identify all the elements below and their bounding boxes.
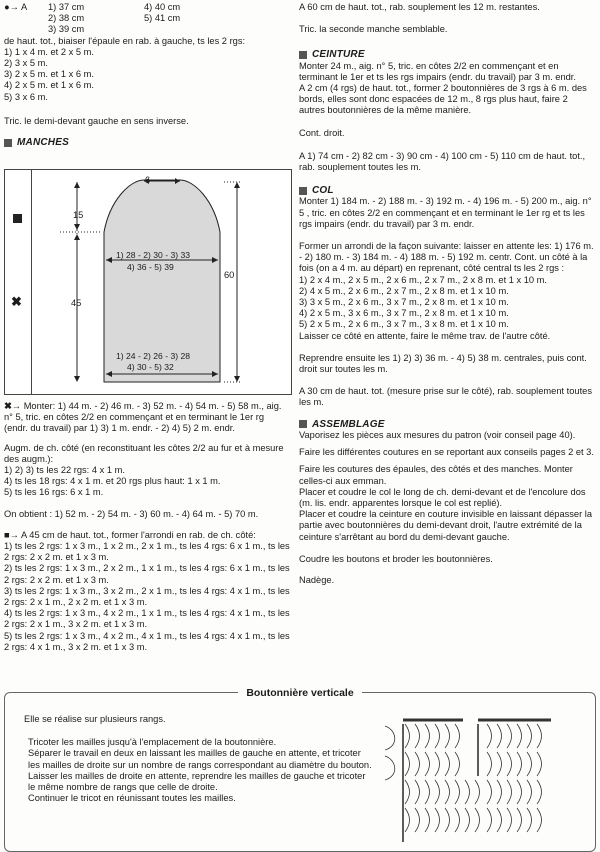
assemblage-heading (299, 419, 595, 430)
size-1: 1) 37 cm (48, 2, 85, 12)
a60-line: A 60 cm de haut. tot., rab. souplement les 12 m. restantes. (299, 2, 540, 12)
section-square-icon (299, 420, 307, 428)
boutonniere-title-text: Boutonnière verticale (238, 687, 361, 699)
size-3: 3) 39 cm (48, 24, 85, 35)
boutonniere-intro: Elle se réalise sur plusieurs rangs. (24, 714, 166, 724)
manches-title: MANCHES (17, 137, 69, 149)
manches-heading (4, 137, 294, 148)
bottom-counts-1: 1) 24 - 2) 26 - 3) 28 (116, 351, 191, 361)
left-column (4, 2, 294, 148)
col-reprendre: Reprendre ensuite les 1) 2) 3) 36 m. - 4) 5) 38 m. centrales, puis cont. droit sur toutes les m. (299, 352, 587, 375)
boutonniere-text (24, 714, 374, 804)
second-sleeve-line: Tric. la seconde manche semblable. (299, 24, 448, 35)
col-line: 2) 4 x 5 m., 2 x 6 m., 2 x 7 m., 2 x 8 m. et 1 x 10 m. (299, 285, 509, 296)
square-marker-icon (13, 214, 22, 223)
size-5: 5) 41 cm (144, 13, 181, 24)
shoulder-line: 2) 3 x 5 m. (4, 58, 48, 69)
boutonniere-p2: Séparer le travail en deux en laissant les mailles de gauche en attente, et tricoter les mailles de droite sur un nombre de rangs correspondant au diamètre du bouton. (28, 748, 372, 770)
augm-line: 1) 2) 3) ts les 22 rgs: 4 x 1 m. (4, 465, 125, 476)
height-60-label: 60 (224, 270, 235, 280)
shoulder-intro: de haut. tot., biaiser l'épaule en rab. à gauche, ts les 2 rgs: (4, 35, 246, 46)
assemblage-p4: Placer et coudre le col le long de ch. demi-devant et de l'encolure dos (m. lis. endr. apparentes lorsque le col est replié). (299, 486, 586, 508)
arrondi-intro-text: A 45 cm de haut. tot., former l'arrondi en rab. de ch. côté: (21, 529, 256, 540)
sizes-row (48, 24, 180, 35)
boutonniere-p1: Tricoter les mailles jusqu'à l'emplacement de la boutonnière. (28, 737, 277, 748)
reverse-note: Tric. le demi-devant gauche en sens inverse. (4, 115, 189, 126)
height-15-label: 15 (73, 210, 84, 220)
size-4: 4) 40 cm (144, 2, 181, 12)
shoulder-line: 5) 3 x 6 m. (4, 91, 48, 102)
ceinture-heading (299, 49, 595, 60)
col-title: COL (312, 185, 334, 197)
shoulder-line: 4) 2 x 5 m. et 1 x 6 m. (4, 80, 94, 91)
augm-intro: Augm. de ch. côté (en reconstituant les côtes 2/2 au fur et à mesure des augm.): (4, 442, 284, 464)
shoulder-line: 1) 1 x 4 m. et 2 x 5 m. (4, 46, 94, 57)
sleeve-schema (4, 169, 292, 395)
sizes-row (48, 13, 180, 24)
col-line: 3) 3 x 5 m., 2 x 6 m., 3 x 7 m., 2 x 8 m. et 1 x 10 m. (299, 297, 509, 308)
arrondi-symbol: ■→ (4, 529, 19, 540)
arrondi-line: 5) ts les 2 rgs: 1 x 3 m., 4 x 2 m., 4 x 1 m., ts les 4 rgs: 4 x 1 m., ts les 2 rgs: 4 x 1 m., 3 x 2 m. et 1 x 3 m. (4, 630, 290, 652)
obtient-line: On obtient : 1) 52 m. - 2) 54 m. - 3) 60 m. - 4) 64 m. - 5) 70 m. (4, 508, 259, 519)
assemblage-p6: Coudre les boutons et broder les boutonnières. (299, 553, 493, 564)
assemblage-p1: Vaporisez les pièces aux mesures du patron (voir conseil page 40). (299, 429, 576, 440)
arrondi-line: 1) ts les 2 rgs: 1 x 3 m., 1 x 2 m., 2 x 1 m., ts les 4 rgs: 6 x 1 m., ts les 2 rgs: 2 x 2 m. et 1 x 3 m. (4, 541, 290, 563)
ceinture-title: CEINTURE (312, 49, 365, 61)
assemblage-p2: Faire les différentes coutures en se reportant aux conseils pages 2 et 3. (299, 447, 594, 458)
ceinture-text2: A 2 cm (4 rgs) de haut. tot., former 2 boutonnières de 3 rgs à 6 m. des bords, elles sont donc espacées de 12 m., 8 rgs plus haut, faire 2 autres boutonnières de la même manière. (299, 83, 587, 116)
ceinture-text: Monter 24 m., aig. n° 5, tric. en côtes 2/2 en commençant et en terminant le 1er et ts les rgs impairs (endr. du travail) par 3 m. endr. (299, 60, 576, 82)
col-a30: A 30 cm de haut. tot. (mesure prise sur le côté), rab. souplement toutes les m. (299, 386, 592, 408)
col-arrondi: Former un arrondi de la façon suivante: laisser en attente les: 1) 176 m. - 2) 180 m. - 3) 184 m. - 4) 188 m. - 5) 192 m. centr. Cont. un côté à la fois (on a 4 m. au départ) en reprenant, côté central ts les 2 rgs : (299, 241, 594, 274)
size-2: 2) 38 cm (48, 13, 85, 24)
col-laisser: Laisser ce côté en attente, faire le même trav. de l'autre côté. (299, 330, 551, 341)
top-counts-2: 4) 36 - 5) 39 (127, 262, 174, 272)
cross-marker-icon: ✖ (11, 294, 22, 309)
left-column-lower (4, 401, 290, 653)
assemblage-p5: Placer et coudre la ceinture en couture invisible en laissant dépasser la partie avec boutonnières du demi-devant droit, l'autre extrémité de la ceinture s'arrêtant au bord du demi-devant gauche. (299, 509, 593, 542)
sizes-block (4, 2, 294, 36)
augm-line: 4) ts les 18 rgs: 4 x 1 m. et 20 rgs plus haut: 1 x 1 m. (4, 476, 221, 487)
signature: Nadège. (299, 574, 335, 585)
col-line: 4) 2 x 5 m., 3 x 6 m., 3 x 7 m., 2 x 8 m. et 1 x 10 m. (299, 308, 509, 319)
col-heading (299, 185, 595, 196)
section-square-icon (299, 187, 307, 195)
arrondi-line: 4) ts les 2 rgs: 1 x 3 m., 4 x 2 m., 1 x 1 m., ts les 4 rgs: 4 x 1 m., ts les 2 rgs: 2 x 1 m., 3 x 2 m. et 1 x 3 m. (4, 608, 290, 630)
top-width-label: 6 (145, 175, 151, 185)
height-45-label: 45 (71, 298, 82, 308)
section-square-icon (299, 51, 307, 59)
monter-paragraph (4, 401, 290, 435)
sizes-row (48, 2, 180, 13)
col-line: 1) 2 x 4 m., 2 x 5 m., 2 x 6 m., 2 x 7 m., 2 x 8 m. et 1 x 10 m. (299, 274, 547, 285)
sizes-symbol: ●→ A (4, 2, 28, 12)
arrondi-line: 3) ts les 2 rgs: 1 x 3 m., 3 x 2 m., 2 x 1 m., ts les 4 rgs: 4 x 1 m., ts les 2 rgs: 2 x 1 m., 2 x 2 m. et 1 x 3 m. (4, 585, 290, 608)
top-counts-1: 1) 28 - 2) 30 - 3) 33 (116, 250, 191, 260)
bottom-counts-2: 4) 30 - 5) 32 (127, 362, 174, 372)
arrondi-line: 2) ts les 2 rgs: 1 x 3 m., 2 x 2 m., 1 x 1 m., ts les 4 rgs: 6 x 1 m., ts les 2 rgs: 2 x 2 m. et 1 x 3 m. (4, 563, 290, 585)
boutonniere-p3: Laisser les mailles de droite en attente, reprendre les mailles de gauche et tricoter le même nombre de rangs que celle de droite. (28, 770, 366, 793)
arrondi-intro (4, 530, 290, 541)
col-text: Monter 1) 184 m. - 2) 188 m. - 3) 192 m. - 4) 196 m. - 5) 200 m., aig. n° 5 , tric. en côtes 2/2 en commençant et en terminant le 1er rg et ts les rgs impairs (endr. du travail) par 3 m. endr. (299, 196, 592, 229)
right-column (299, 2, 595, 586)
boutonniere-title (0, 688, 600, 699)
cont-droit: Cont. droit. (299, 127, 345, 138)
col-line: 5) 2 x 5 m., 2 x 6 m., 3 x 7 m., 3 x 8 m. et 1 x 10 m. (299, 319, 509, 330)
section-square-icon (4, 139, 12, 147)
ceinture-lengths: A 1) 74 cm - 2) 82 cm - 3) 90 cm - 4) 100 cm - 5) 110 cm de haut. tot., rab. souplement toutes les m. (299, 150, 586, 173)
assemblage-title: ASSEMBLAGE (312, 418, 385, 430)
monter-symbol: ✖→ (4, 401, 22, 411)
boutonniere-p4: Continuer le tricot en réunissant toutes les mailles. (28, 793, 236, 804)
knitting-illustration (383, 712, 553, 847)
shoulder-line: 3) 2 x 5 m. et 1 x 6 m. (4, 69, 94, 80)
augm-line: 5) ts les 16 rgs: 6 x 1 m. (4, 487, 104, 498)
assemblage-p3: Faire les coutures des épaules, des côtés et des manches. Monter celles-ci aux emman. (299, 464, 573, 486)
monter-text: Monter: 1) 44 m. - 2) 46 m. - 3) 52 m. - 4) 54 m. - 5) 58 m., aig. n° 5, tric. en côtes 2/2 en commençant et en terminant le 1er rg (endr. du travail) par 1) 3) 1 m. endr. - 2) 4) 5) 2 m. endr. (4, 401, 282, 434)
